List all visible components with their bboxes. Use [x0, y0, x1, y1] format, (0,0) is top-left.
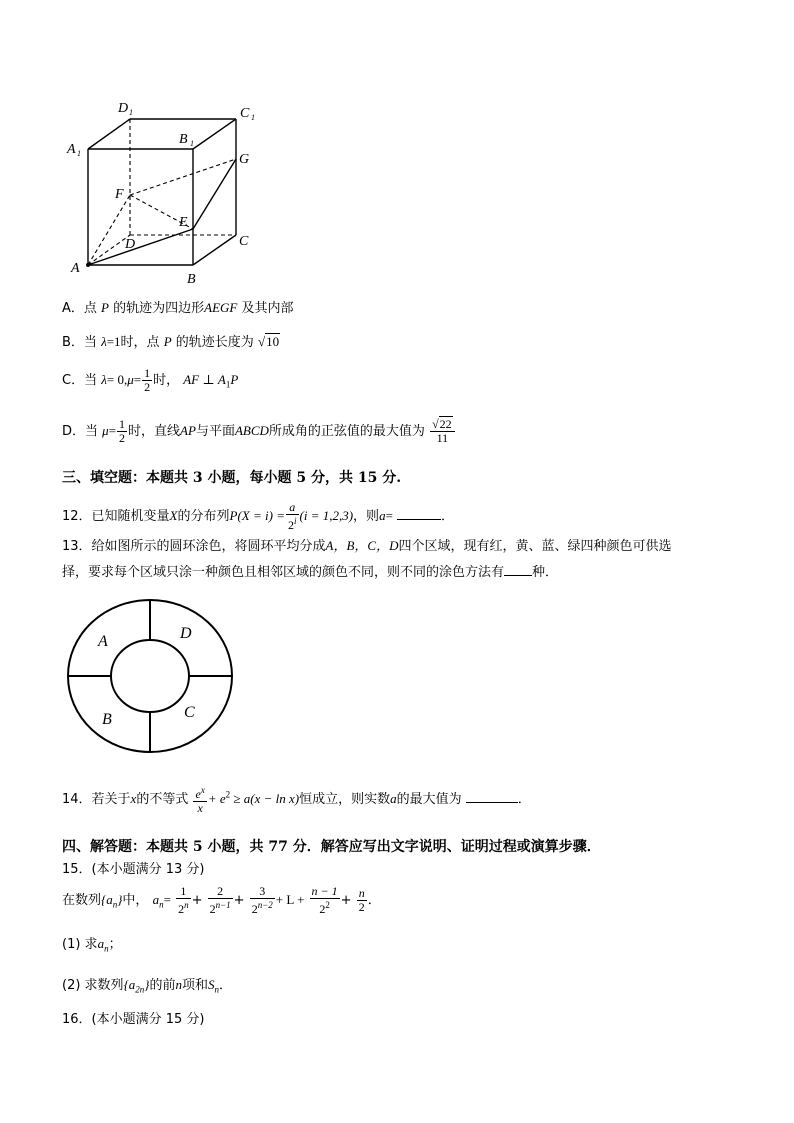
- label-E: E: [179, 215, 188, 230]
- answer-blank[interactable]: [504, 563, 532, 576]
- ring-figure: [62, 596, 242, 761]
- label-A1: A: [67, 142, 76, 157]
- label-G: G: [239, 152, 250, 167]
- question-15-header: 15．(本小题满分 13 分): [62, 862, 205, 877]
- label-B1: B: [179, 132, 188, 147]
- question-13-line1: 13．给如图所示的圆环涂色，将圆环平均分成A，B，C，D四个区域，现有红，黄、蓝、绿四种颜色可供选: [62, 538, 672, 554]
- question-15-part1: (1) 求$a_n$；: [62, 936, 122, 954]
- label-A: A: [71, 261, 80, 276]
- ring-label-B: B: [102, 711, 112, 728]
- option-c: C．当 λ= 0,μ= $\frac{1}{2}$ 时， AF ⊥ $A_1P$: [62, 366, 239, 394]
- ring-label-A: A: [98, 633, 108, 650]
- label-D: D: [125, 237, 136, 252]
- label-B: B: [187, 272, 196, 287]
- label-C: C: [239, 234, 249, 249]
- question-13-line2: 择，要求每个区域只涂一种颜色且相邻区域的颜色不同，则不同的涂色方法有 种．: [62, 565, 559, 580]
- section-3-title: 三、填空题：本题共 3 小题，每小题 5 分，共 15 分.: [62, 470, 402, 486]
- cube-figure: [62, 95, 272, 290]
- question-15-part2: (2) 求数列$\{a_{2n}\}$的前n项和$S_n$．: [62, 977, 233, 995]
- svg-text:1: 1: [77, 149, 81, 158]
- option-d: D．当 μ= $\frac{1}{2}$ 时，直线AP与平面ABCD所成角的正弦值的最大值为 $\frac{√22}{11}$: [62, 418, 456, 445]
- svg-text:1: 1: [190, 139, 194, 148]
- label-F: F: [115, 187, 124, 202]
- answer-blank[interactable]: [397, 507, 441, 520]
- ring-label-C: C: [184, 704, 195, 721]
- label-C1: C: [240, 106, 250, 121]
- question-16-header: 16．(本小题满分 15 分): [62, 1012, 205, 1027]
- option-b: B．当 λ=1时，点 P 的轨迹长度为 √10: [62, 334, 280, 350]
- label-D1: D: [118, 101, 129, 116]
- question-14: 14．若关于x的不等式 $\frac{e^x}{x}$ + $e^2 \ge a(x - \ln x)$恒成立，则实数a的最大值为 ．: [62, 785, 531, 815]
- svg-text:1: 1: [129, 108, 133, 117]
- svg-text:1: 1: [251, 113, 255, 122]
- answer-blank[interactable]: [466, 790, 518, 803]
- question-15-formula: 在数列$\{a_n\}$中， $a_n=$ $\frac{1}{2^n}$ + $\frac{2}{2^{n-1}}$ + $\frac{3}{2^{n-2}}$ + L + $\frac{n - 1}{2^2}$ + $\frac{n}{2}$ ．: [62, 884, 381, 916]
- ring-label-D: D: [180, 625, 192, 642]
- question-12: 12．已知随机变量X的分布列P(X = i) = $\frac{a}{2^i}$ (i = 1,2,3)，则a= ．: [62, 500, 455, 532]
- option-a: A．点 P 的轨迹为四边形AEGF 及其内部: [62, 300, 294, 316]
- section-4-title: 四、解答题：本题共 5 小题，共 77 分．解答应写出文字说明、证明过程或演算步骤．: [62, 839, 601, 855]
